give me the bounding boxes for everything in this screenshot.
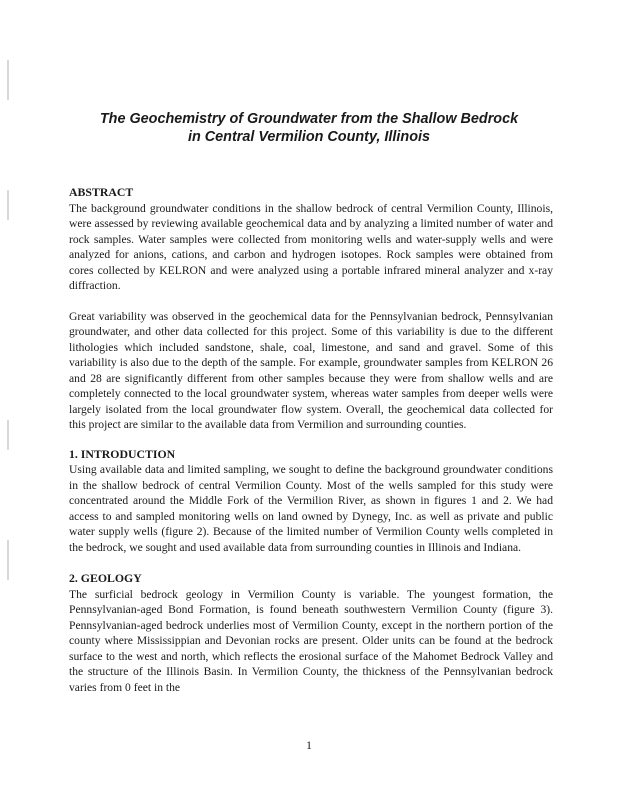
title-line-1: The Geochemistry of Groundwater from the Shallow Bedrock [99, 111, 519, 127]
scan-edge-mark [7, 540, 9, 580]
scan-edge-mark [7, 190, 9, 220]
abstract-paragraph-2: Great variability was observed in the geochemical data for the Pennsylvanian bedrock, Pennsylvanian groundwater, and other data collected for this project. Some of this variability is due to the different lithologies which included sandstone, shale, coal, limestone, and sand and gravel. Some of this variability is also due to the depth of the sample. For example, groundwater samples from KELRON 26 and 28 are significantly different from other samples because they were from shallow wells and are completely connected to the local groundwater system, whereas water samples from deeper wells were largely isolated from the local groundwater flow system. Overall, the geochemical data collected for this project are similar to the available data from Vermilion and surrounding counties. [69, 309, 553, 431]
title-line-2: in Central Vermilion County, Illinois [188, 129, 430, 145]
geology-paragraph: The surficial bedrock geology in Vermilion County is variable. The youngest formation, the Pennsylvanian-aged Bond Formation, is found beneath southwestern Vermilion County (figure 3). Pennsylvanian-aged bedrock underlies most of Vermilion County, except in the northern portion of the county where Mississippian and Devonian rocks are present. Older units can be found at the bedrock surface to the west and north, which reflects the erosional surface of the Mahomet Bedrock Valley and the structure of the Illinois Basin. In Vermilion County, the thickness of the Pennsylvanian bedrock varies from 0 feet in the [69, 587, 553, 694]
scan-edge-mark [7, 60, 9, 100]
introduction-paragraph: Using available data and limited sampling, we sought to define the background groundwater conditions in the shallow bedrock of central Vermilion County. Most of the wells sampled for this study were concentrated around the Middle Fork of the Vermilion River, as shown in figures 1 and 2. We had access to and sampled monitoring wells on land owned by Dynegy, Inc. as well as private and public water supply wells (figure 2). Because of the limited number of Vermilion County wells completed in the bedrock, we sought and used available data from surrounding counties in Illinois and Indiana. [69, 463, 553, 554]
scan-edge-mark [7, 420, 9, 450]
page-number: 1 [306, 738, 312, 752]
document-body [69, 185, 553, 695]
geology-heading: 2. GEOLOGY [69, 571, 142, 585]
abstract-paragraph-1: The background groundwater conditions in the shallow bedrock of central Vermilion County, Illinois, were assessed by reviewing available geochemical data and by analyzing a limited number of water and rock samples. Water samples were collected from monitoring wells and water-supply wells and were analyzed for anions, cations, and carbon and hydrogen isotopes. Rock samples were obtained from cores collected by KELRON and were analyzed using a portable infrared mineral analyzer and x-ray diffraction. [69, 201, 553, 292]
abstract-heading: ABSTRACT [69, 185, 134, 199]
document-title [40, 110, 578, 146]
introduction-heading: 1. INTRODUCTION [69, 446, 176, 461]
